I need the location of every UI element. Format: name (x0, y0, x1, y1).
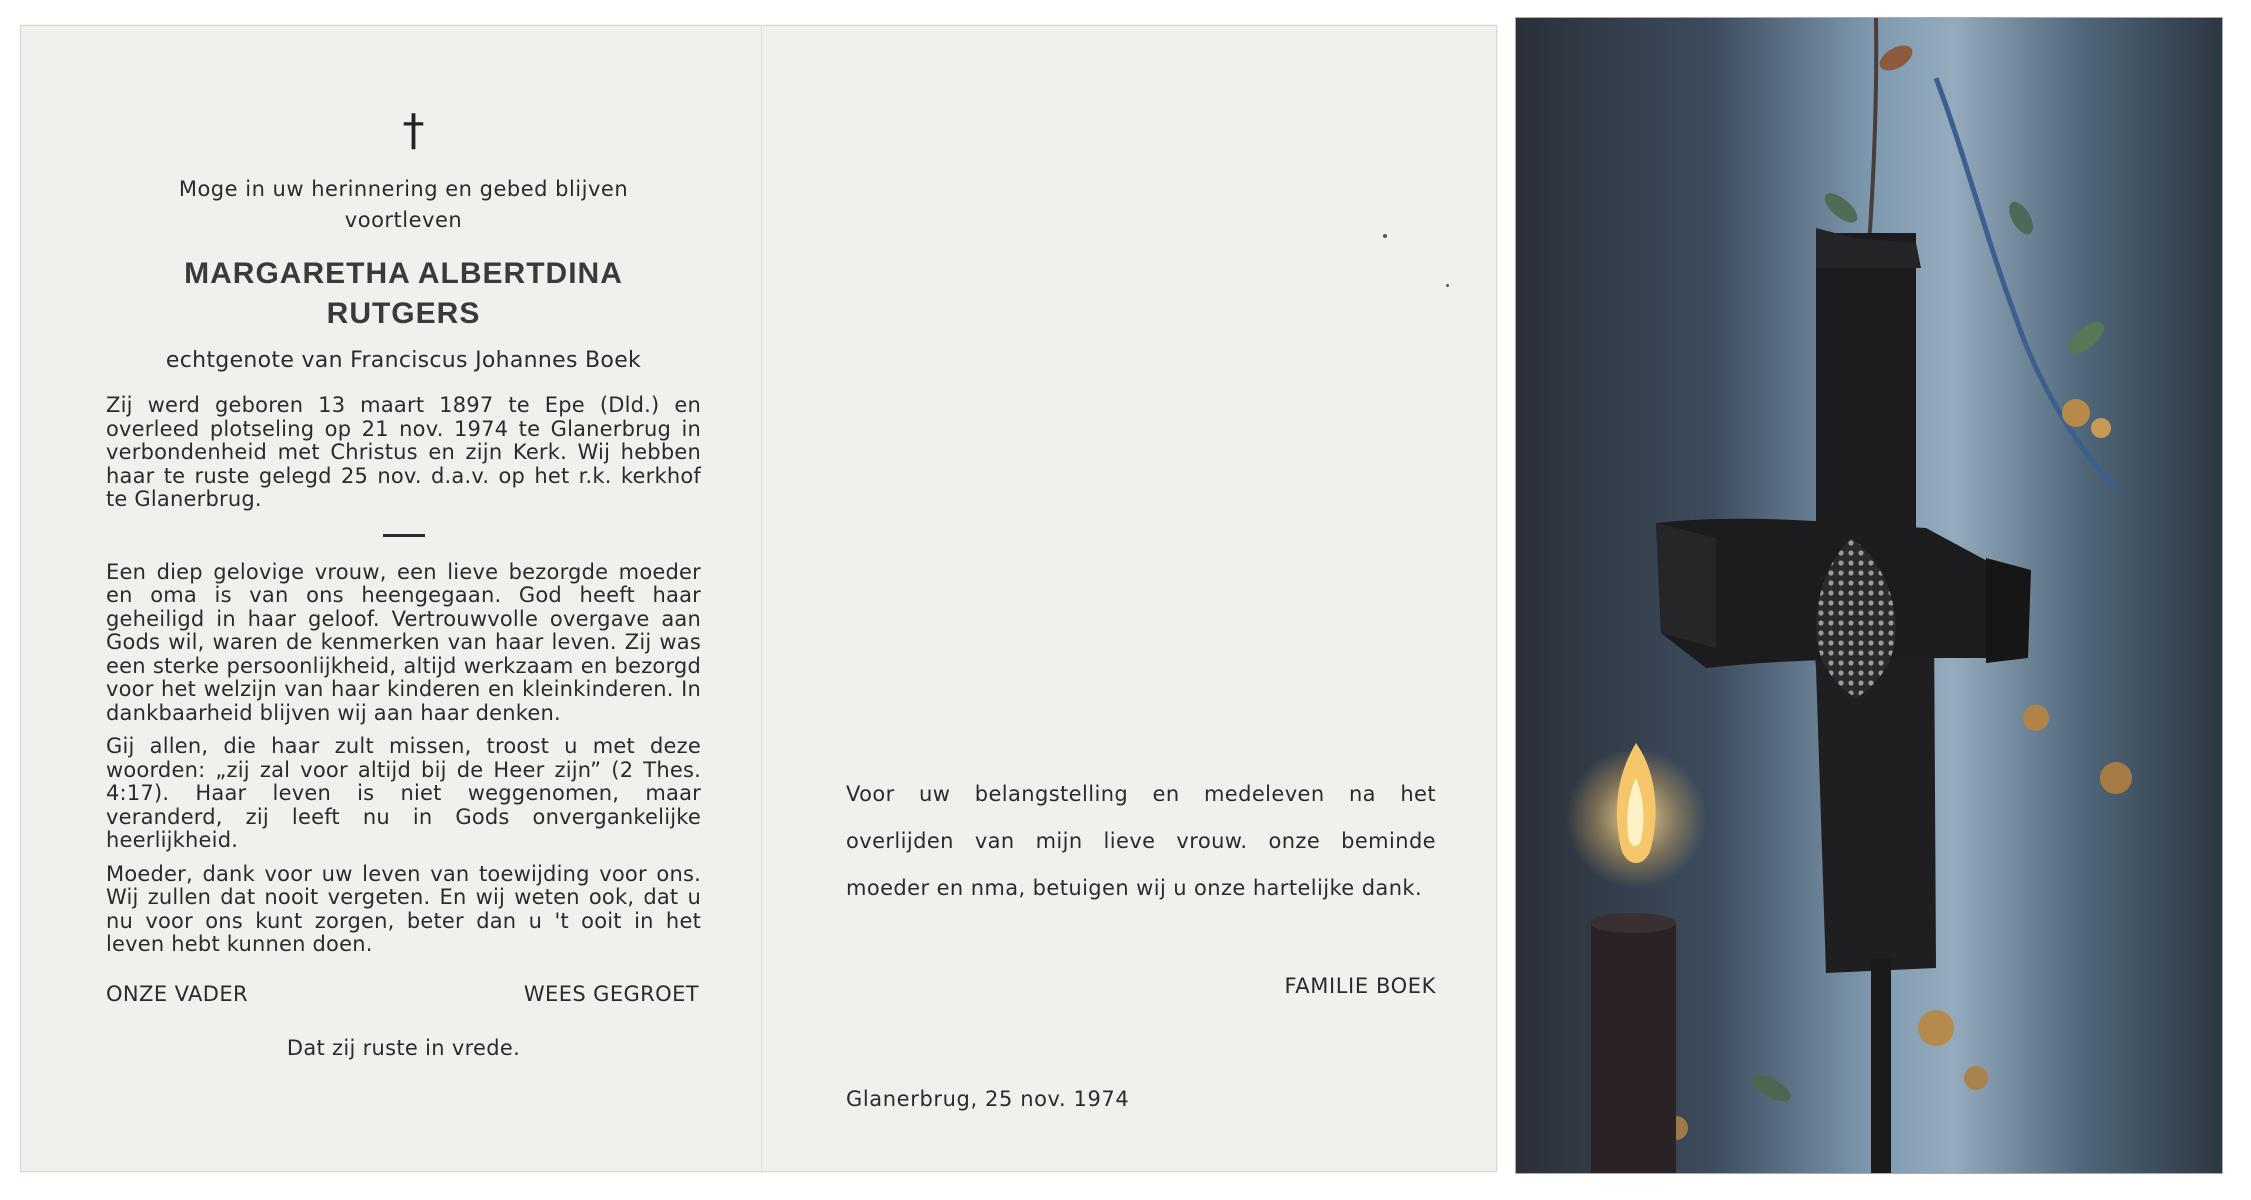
cross-stand (1871, 958, 1891, 1173)
name-line-2: RUTGERS (326, 297, 481, 330)
paper-speck (1446, 284, 1449, 287)
card-fold-line (761, 26, 763, 1171)
deceased-name (106, 254, 701, 334)
cross-candle-photo (1515, 17, 2223, 1174)
consolation-paragraph: Gij allen, die haar zult missen, troost u met deze woorden: „zij zal voor altijd bij de Heer zijn” (2 Thes. 4:17). Haar leven is niet weggenomen, maar veranderd, zij leeft nu in Gods onvergankelijke heerlijkheid. (106, 734, 701, 852)
farewell-paragraph: Moeder, dank voor uw leven van toewijding voor ons. Wij zullen dat nooit vergeten. En wij weten ook, dat u nu voor ons kunt zorgen, beter dan u 't ooit in het leven hebt kunnen doen. (106, 861, 701, 956)
photo-illustration (1516, 18, 2222, 1173)
section-divider (383, 534, 425, 537)
spouse-line: echtgenote van Franciscus Johannes Boek (165, 348, 642, 373)
left-panel (106, 106, 701, 1063)
candle-top (1590, 913, 1676, 933)
thanks-paragraph: Voor uw belangstelling en medeleven na het overlijden van mijn lieve vrouw. onze beminde moeder en nma, betuigen wij u onze hartelijke dank. (846, 782, 1436, 900)
closing-line: Dat zij ruste in vrede. (286, 1035, 521, 1060)
tribute-paragraph: Een diep gelovige vrouw, een lieve bezorgde moeder en oma is van ons heengegaan. God heeft haar geheiligd in haar geloof. Vertrouwvolle overgave aan Gods wil, waren de kenmerken van haar leven. Zij was een sterke persoonlijkheid, altijd werkzaam en bezorgd voor het welzijn van haar kinderen en kleinkinderen. In dankbaarheid blijven wij aan haar denken. (106, 559, 701, 725)
candle-body (1591, 923, 1676, 1173)
paper-speck (1383, 234, 1387, 238)
place-date: Glanerbrug, 25 nov. 1974 (846, 1087, 1130, 1111)
family-signature: FAMILIE BOEK (1284, 974, 1436, 998)
prayer-onze-vader: ONZE VADER (106, 981, 248, 1006)
opening-text (106, 174, 701, 236)
opening-line-2: voortleven (344, 208, 463, 232)
opening-line-1: Moge in uw herinnering en gebed blijven (178, 177, 629, 201)
biography-paragraph: Zij werd geboren 13 maart 1897 te Epe (Dld.) en overleed plotseling op 21 nov. 1974 te Glanerbrug in verbondenheid met Christus en zijn Kerk. Wij hebben haar te ruste gelegd 25 nov. d.a.v. op het r.k. kerkhof te Glanerbrug. (106, 393, 701, 511)
cross-symbol: † (402, 105, 425, 156)
prayers-row (106, 979, 701, 1009)
prayer-wees-gegroet: WEES GEGROET (523, 981, 699, 1006)
memorial-card-inner (20, 25, 1497, 1172)
name-line-1: MARGARETHA ALBERTDINA (184, 257, 623, 290)
